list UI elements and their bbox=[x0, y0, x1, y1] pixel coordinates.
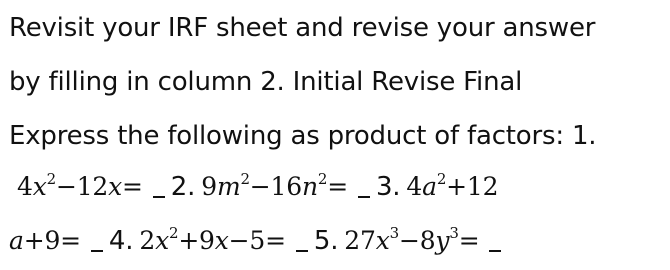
problem-3-expression-start: $4a^2+12$ bbox=[406, 170, 499, 201]
instruction-line-1: Revisit your IRF sheet and revise your answer bbox=[9, 13, 596, 43]
problem-5-expression: $27x^3-8y^3=$ bbox=[344, 224, 480, 255]
problem-2-expression: $9m^2-16n^2=$ bbox=[201, 170, 348, 201]
problem-line-1 bbox=[17, 171, 498, 203]
instruction-line-2: by filling in column 2. Initial Revise Final bbox=[9, 67, 523, 97]
problem-line-2 bbox=[9, 225, 507, 257]
answer-blank-3[interactable] bbox=[91, 250, 103, 252]
problem-1-expression: $4x^2-12x=$ bbox=[17, 170, 143, 201]
answer-blank-4[interactable] bbox=[296, 250, 308, 252]
answer-blank-1[interactable] bbox=[153, 196, 165, 198]
answer-blank-5[interactable] bbox=[489, 250, 501, 252]
problem-4-number: 4. bbox=[108, 226, 134, 256]
problem-4-expression: $2x^2+9x-5=$ bbox=[139, 224, 286, 255]
problem-3-expression-end: a+9= bbox=[9, 226, 81, 255]
instruction-line-3: Express the following as product of factors: 1. bbox=[9, 121, 597, 151]
problem-3-number: 3. bbox=[375, 172, 401, 202]
problem-2-number: 2. bbox=[170, 172, 196, 202]
answer-blank-2[interactable] bbox=[358, 196, 370, 198]
problem-5-number: 5. bbox=[313, 226, 339, 256]
